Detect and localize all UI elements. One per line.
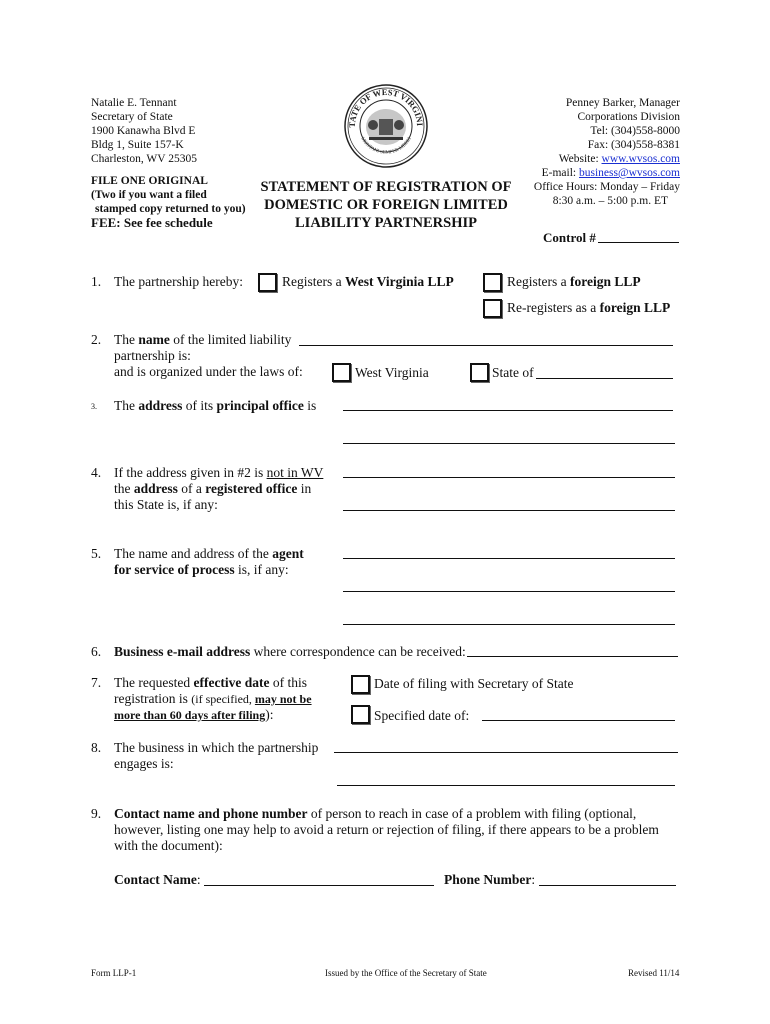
checkbox-west-virginia[interactable] xyxy=(332,363,351,382)
checkbox-reregister-foreign-llp[interactable] xyxy=(483,299,502,318)
phone-number-label: Phone Number: xyxy=(444,872,536,887)
title-line-3: LIABILITY PARTNERSHIP xyxy=(295,215,477,231)
agent-field-3[interactable] xyxy=(343,624,675,625)
agent-field-2[interactable] xyxy=(343,591,675,592)
business-email-field[interactable] xyxy=(467,656,678,657)
q5-text: The name and address of the agent for service of process is, if any: xyxy=(114,546,304,577)
address-line-3: Charleston, WV 25305 xyxy=(91,153,197,165)
email-link[interactable]: business@wvsos.com xyxy=(579,167,680,179)
checkbox-register-foreign-llp[interactable] xyxy=(483,273,502,292)
agent-field-1[interactable] xyxy=(343,558,675,559)
footer-form-id: Form LLP-1 xyxy=(91,968,137,978)
q1-text: The partnership hereby: xyxy=(114,274,243,289)
contact-name-field[interactable] xyxy=(204,885,434,886)
website-row: Website: www.wvsos.com xyxy=(558,153,680,165)
q1-option-foreign: Registers a foreign LLP xyxy=(507,274,641,289)
checkbox-register-wv-llp[interactable] xyxy=(258,273,277,292)
filing-instructions xyxy=(91,174,246,230)
footer-revised: Revised 11/14 xyxy=(628,968,680,978)
left-header xyxy=(91,96,197,166)
email-row: E-mail: business@wvsos.com xyxy=(541,167,680,179)
principal-office-field-1[interactable] xyxy=(343,410,673,411)
q2-text: The name of the limited liability partnership is: and is organized under the laws of: xyxy=(114,332,303,379)
llp-name-field[interactable] xyxy=(299,345,673,346)
checkbox-date-of-filing[interactable] xyxy=(351,675,370,694)
principal-office-field-2[interactable] xyxy=(343,443,675,444)
title-line-2: DOMESTIC OR FOREIGN LIMITED xyxy=(264,197,508,213)
q6-text: Business e-mail address where correspondence can be received: xyxy=(114,644,466,659)
registered-office-field-2[interactable] xyxy=(343,510,675,511)
business-field-2[interactable] xyxy=(337,785,675,786)
q3-text: The address of its principal office is xyxy=(114,398,317,413)
q9-text: Contact name and phone number of person to reach in case of a problem with filing (optional, however, listing one may help to avoid a return or rejection of filing, if there appears to be a problem with the document): xyxy=(114,806,659,853)
q7-option-specified: Specified date of: xyxy=(374,708,470,723)
state-seal xyxy=(343,83,429,169)
right-header xyxy=(470,96,680,208)
q1-option-reregister: Re-registers as a foreign LLP xyxy=(507,300,671,315)
q4-number: 4. xyxy=(91,465,102,480)
q9-number: 9. xyxy=(91,806,102,821)
q4-text: If the address given in #2 is not in WV the address of a registered office in this State is, if any: xyxy=(114,465,324,512)
manager-name: Penney Barker, Manager xyxy=(565,97,680,109)
seal-icon xyxy=(343,83,429,169)
q2-option-wv: West Virginia xyxy=(355,365,429,380)
specified-date-field[interactable] xyxy=(482,720,675,721)
footer-issued-by: Issued by the Office of the Secretary of State xyxy=(325,968,487,978)
svg-text:MONTANI SEMPER LIBERI: MONTANI SEMPER LIBERI xyxy=(359,136,413,156)
q1-number: 1. xyxy=(91,274,102,289)
file-one-original: FILE ONE ORIGINAL xyxy=(91,175,208,187)
q8-number: 8. xyxy=(91,740,102,755)
phone-number-field[interactable] xyxy=(539,885,676,886)
state-of-field[interactable] xyxy=(536,378,673,379)
office-hours-1: Office Hours: Monday – Friday xyxy=(533,181,680,193)
address-line-2: Bldg 1, Suite 157-K xyxy=(91,139,184,151)
secretary-title: Secretary of State xyxy=(91,111,173,123)
contact-name-label: Contact Name: xyxy=(114,872,201,887)
fee-note: FEE: See fee schedule xyxy=(91,215,213,230)
office-hours-2: 8:30 a.m. – 5:00 p.m. ET xyxy=(552,195,668,207)
q7-text: The requested effective date of this registration is (if specified, may not be more than 60 days after filing): xyxy=(114,675,312,722)
checkbox-specified-date[interactable] xyxy=(351,705,370,724)
secretary-name: Natalie E. Tennant xyxy=(91,97,177,109)
control-number-field[interactable] xyxy=(598,242,679,243)
q7-number: 7. xyxy=(91,675,102,690)
website-link[interactable]: www.wvsos.com xyxy=(601,153,680,165)
q1-option-wv: Registers a West Virginia LLP xyxy=(282,274,454,289)
q6-number: 6. xyxy=(91,644,102,659)
registered-office-field-1[interactable] xyxy=(343,477,675,478)
control-label: Control # xyxy=(543,230,596,245)
telephone: Tel: (304)558-8000 xyxy=(590,125,680,137)
stamped-copy: stamped copy returned to you) xyxy=(95,203,246,215)
fax: Fax: (304)558-8381 xyxy=(587,139,680,151)
q7-option-date-of-filing: Date of filing with Secretary of State xyxy=(374,676,574,691)
q8-text: The business in which the partnership engages is: xyxy=(114,740,319,771)
svg-text:STATE OF WEST VIRGINIA: TATE OF WEST VIRGINI xyxy=(346,86,426,128)
two-if: (Two if you want a filed xyxy=(91,189,207,201)
division: Corporations Division xyxy=(577,111,680,123)
business-field-1[interactable] xyxy=(334,752,678,753)
title-line-1: STATEMENT OF REGISTRATION OF xyxy=(260,179,512,195)
q2-number: 2. xyxy=(91,332,102,347)
q5-number: 5. xyxy=(91,546,102,561)
checkbox-state-of[interactable] xyxy=(470,363,489,382)
q3-number: 3. xyxy=(91,402,97,411)
address-line-1: 1900 Kanawha Blvd E xyxy=(91,125,196,137)
q2-option-state-of: State of xyxy=(492,365,534,380)
